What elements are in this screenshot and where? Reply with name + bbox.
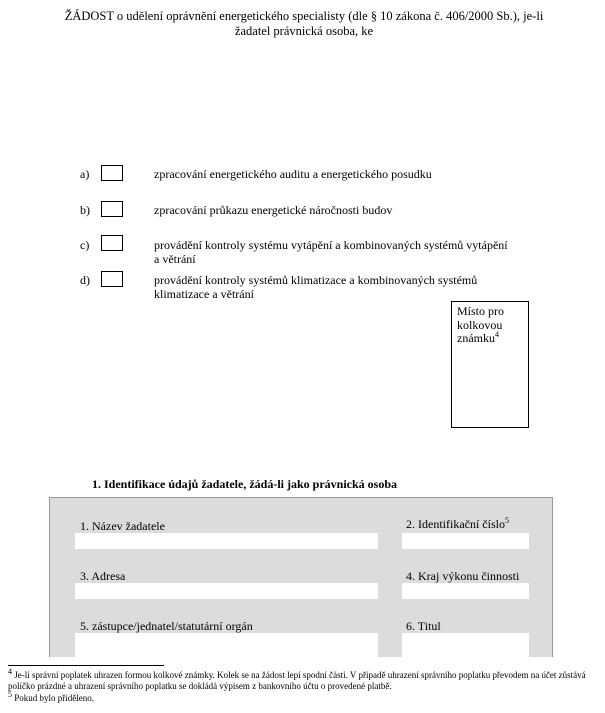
option-c-label: provádění kontroly systému vytápění a kombinovaných systémů vytápění a větrání (154, 238, 508, 266)
stamp-placeholder-box (451, 301, 529, 428)
footnote-4-text: Je-li správní poplatek uhrazen formou kolkové známky. Kolek se na žádost lepí spodní části. V případě uhrazení správního poplatku převodem na účet zůstává políčko prázdné a uhrazení správního poplatku se dokládá výpisem z bankovního účtu o provedené platbě. (8, 670, 586, 691)
option-d-label: provádění kontroly systémů klimatizace a kombinovaných systémů klimatizace a větrání (154, 273, 478, 301)
stamp-footnote-ref: 4 (495, 330, 499, 339)
footnote-5-number: 5 (8, 690, 12, 699)
address-field[interactable] (75, 583, 378, 599)
option-b-checkbox[interactable] (101, 201, 123, 217)
ic-footnote-ref: 5 (504, 516, 509, 525)
title-field[interactable] (402, 633, 529, 657)
option-c-letter: c) (80, 238, 90, 252)
option-b-letter: b) (80, 203, 90, 217)
region-field[interactable] (402, 583, 529, 599)
option-a-letter: a) (80, 167, 90, 181)
page-title: ŽÁDOST o udělení oprávnění energetického specialisty (dle § 10 zákona č. 406/2000 Sb.), je-li žadatel právnická osoba, ke (64, 9, 544, 38)
name-field[interactable] (75, 533, 378, 549)
footnote-5 (8, 690, 600, 704)
option-d-letter: d) (80, 273, 90, 287)
footnote-divider (8, 665, 164, 666)
ic-label: 2. Identifikační číslo (406, 517, 505, 531)
option-c-checkbox[interactable] (101, 235, 123, 251)
ic-label-wrap (406, 517, 509, 532)
option-d-checkbox[interactable] (101, 271, 123, 287)
address-label: 3. Adresa (80, 569, 126, 583)
representative-label: 5. zástupce/jednatel/statutární orgán (80, 619, 253, 633)
option-a-checkbox[interactable] (101, 165, 123, 181)
ic-field[interactable] (402, 533, 529, 549)
region-label: 4. Kraj výkonu činnosti (406, 569, 520, 583)
footnote-4-number: 4 (8, 667, 12, 676)
name-label: 1. Název žadatele (80, 519, 165, 533)
option-b-label: zpracování průkazu energetické náročnosti budov (154, 203, 393, 217)
footnote-4 (8, 667, 600, 692)
option-a-label: zpracování energetického auditu a energetického posudku (154, 167, 432, 181)
representative-field[interactable] (75, 633, 378, 657)
footnote-5-text: Pokud bylo přiděleno. (14, 693, 94, 703)
stamp-text: Místo pro kolkovou známku (457, 304, 505, 345)
title-label: 6. Titul (406, 619, 441, 633)
section-1-title: 1. Identifikace údajů žadatele, žádá-li jako právnická osoba (92, 477, 398, 491)
